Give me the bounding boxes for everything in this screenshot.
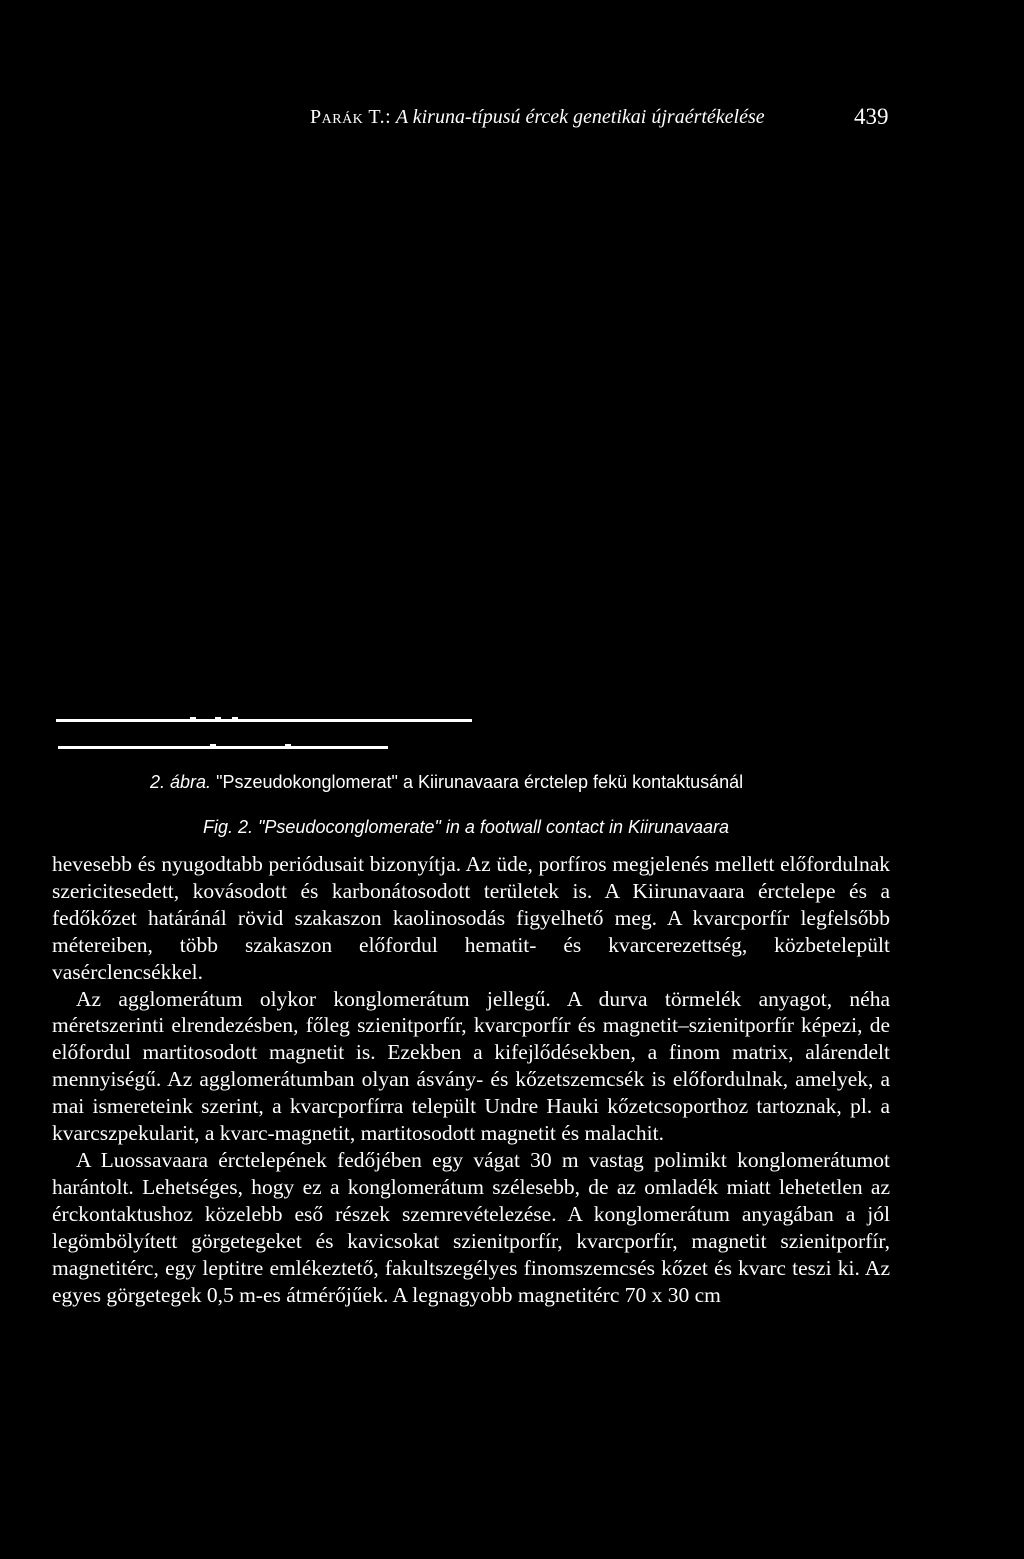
running-head-title: A kiruna-típusú ércek genetikai újraértékelése bbox=[395, 106, 765, 128]
scale-bar-tick bbox=[215, 717, 221, 720]
scale-bar-tick bbox=[285, 744, 291, 747]
figure-caption-english: Fig. 2. "Pseudoconglomerate" in a footwall contact in Kiirunavaara bbox=[203, 817, 730, 837]
scale-bar-line bbox=[58, 746, 388, 749]
figure-caption-text: "Pszeudokonglomerat" a Kiirunavaara érctelep fekü kontaktusánál bbox=[216, 772, 744, 792]
figure-caption-label: 2. ábra. bbox=[150, 772, 212, 792]
figure-caption-hungarian bbox=[150, 772, 743, 793]
scale-bar-tick bbox=[190, 717, 196, 720]
body-text bbox=[52, 851, 890, 1308]
scale-bar-tick bbox=[210, 744, 216, 747]
paragraph: hevesebb és nyugodtabb periódusait bizonyítja. Az üde, porfíros megjelenés mellett előfordulnak szericitesedett, kovásodott és karbonátosodott területek is. A Kiirunavaara érctelepe és a fedőkőzet határánál rövid szakaszon kaolinosodás figyelhető meg. A kvarcporfír legfelsőbb métereiben, több szakaszon előfordul hematit- és kvarcerezettség, közbetelepült vasérclencsékkel. bbox=[52, 852, 890, 984]
page-number: 439 bbox=[854, 104, 889, 129]
paragraph: Az agglomerátum olykor konglomerátum jellegű. A durva törmelék anyagot, néha méretszerinti elrendezésben, főleg szienitporfír, kvarcporfír és magnetit–szienitporfír képezi, de előfordul martitosodott magnetit is. Ezekben a kifejlődésekben, a finom matrix, alárendelt mennyiségű. Az agglomerátumban olyan ásvány- és kőzetszemcsék is előfordulnak, amelyek, a mai ismereteink szerint, a kvarcporfírra települt Undre Hauki kőzetcsoporthoz tartoznak, pl. a kvarcszpekularit, a kvarc-magnetit, martitosodott magnetit és malachit. bbox=[52, 986, 890, 1146]
scale-bar-tick bbox=[232, 717, 238, 720]
figure-photograph bbox=[52, 150, 972, 710]
running-head-author: Parák T.: bbox=[310, 106, 392, 128]
paragraph: A Luossavaara érctelepének fedőjében egy vágat 30 m vastag polimikt konglomerátumot harántolt. Lehetséges, hogy ez a konglomerátum szélesebb, de az omladék miatt lehetetlen az érckontaktushoz közelebb eső részek szemrevételezése. A konglomerátum anyagában a jól legömbölyített görgetegeket és kavicsokat szienitporfír, kvarcporfír, magnetit szienitporfír, magnetitérc, egy leptitre emlékeztető, fakultszegélyes finomszemcsés kőzet és kvarc teszi ki. Az egyes görgetegek 0,5 m-es átmérőjűek. A legnagyobb magnetitérc 70 x 30 cm bbox=[52, 1147, 890, 1307]
scale-bar-line bbox=[56, 719, 472, 722]
running-head bbox=[310, 106, 765, 129]
